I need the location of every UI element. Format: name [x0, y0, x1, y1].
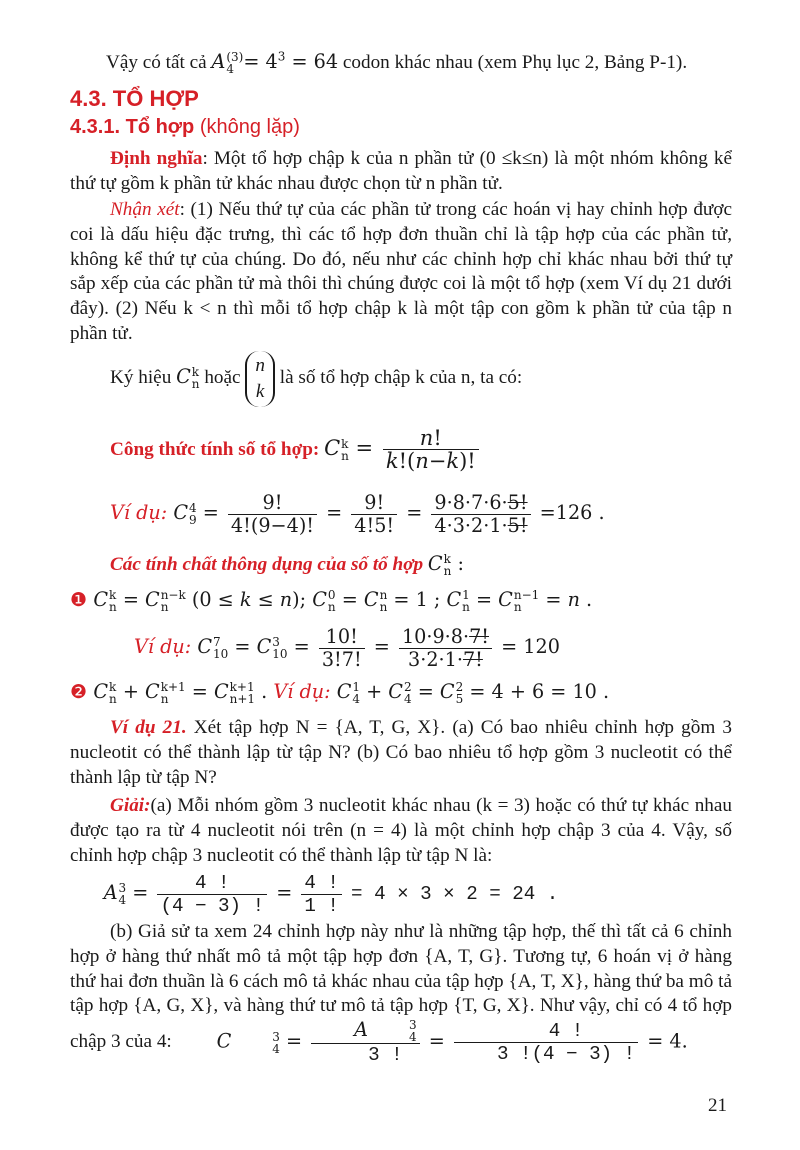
subsection-heading: 4.3.1. Tổ hợp (không lặp) [70, 116, 300, 138]
example-c107: Ví dụ: C 7 10 = C 3 10 = $\frac{10!}{3!7!}$ = $\frac{10\cdot 9\cdot 8\cdot 7!}{3\cdot 2\cdot 1\cdot 7!}$ = 120 [134, 624, 560, 671]
solution-paragraph: Giải:(a) Mỗi nhóm gồm 3 nucleotit khác nhau (k = 3) hoặc có thứ tự khác nhau được tạo ra từ 4 nucleotit nói trên (n = 4) là một chỉnh hợp chập 3 của 4. Vậy, số chỉnh hợp chập 3 nucleotit có thể thành lập từ tập N là: [70, 795, 732, 866]
property-1: ❶ C k n = C n−k n (0 ≤ k ≤ n); C 0 n = C n n = 1 ; C 1 n = C n−1 n = n . [70, 588, 593, 614]
bullet-2-icon: ❷ [70, 680, 88, 703]
permutation-expression: A (3) 4 = $4^3 = 64$ [211, 49, 339, 76]
arrangement-count: A 3 4 = $\frac{4 !}{(4 - 3) !}$ = $\frac{4 !}{1 !}$ = 4 × 3 × 2 = 24 . [103, 871, 559, 917]
notation-line: Ký hiệu C k n hoặc n k là số tổ hợp chập k của n, ta có: [70, 350, 732, 407]
combination-formula: Công thức tính số tổ hợp: C k n = $\frac{n!}{k!(n-k)!}$ [70, 418, 732, 480]
property-2: ❷ C k n + C k+1 n = C k+1 n+1 . Ví dụ: C 1 4 + C 2 4 = C 2 5 = 4 + 6 = 10 . [70, 680, 610, 706]
properties-heading: Các tính chất thông dụng của số tổ hợp C k n : [110, 552, 464, 578]
remark-paragraph: Nhận xét: (1) Nếu thứ tự của các phần tử trong các hoán vị hay chỉnh hợp được coi là dấu hiệu đặc trưng, thì các tổ hợp đơn thuần chỉ là tập hợp của các phần tử, không kể thứ tự của chúng. Do đó, nếu như các chỉnh hợp chỉ khác nhau bởi thứ tự sắp xếp của các phần tử mà thôi thì chúng được coi là một tổ hợp (xem Ví dụ 21 dưới đây). (2) Nếu k < n thì mỗi tổ hợp chập k là một tập con gồm k phần tử của tập n phần tử. [70, 199, 732, 344]
bullet-1-icon: ❶ [70, 588, 88, 611]
combination-count: C 3 4 = A 3 4 3 ! = $\frac{4 !}{3 !(4 - 3) !}$ = 4. [216, 1018, 688, 1067]
formula-expression: C k n = $\frac{n!}{k!(n-k)!}$ [324, 436, 482, 460]
part-b-paragraph: (b) Giả sử ta xem 24 chỉnh hợp này như là những tập hợp, thế thì tất cả 6 chỉnh hợp ở hàng thứ nhất mô tả một tập hợp đơn {A, T, G}. Tương tự, 6 hoán vị ở hàng thứ hai đơn thuần là 6 cách mô tả khác nhau của tập hợp {A, T, X}, hàng thứ ba mô tả tập hợp {A, G, X}, và hàng thứ tư mô tả tập hợp {T, G, X}. Như vậy, chỉ có 4 tổ hợp chập 3 của 4: C 3 4 = A 3 4 3 ! = $\frac{4 !}{3 !(4 - 3) !}$ = 4. [70, 921, 732, 1067]
section-heading: 4.3. TỔ HỢP [70, 86, 199, 111]
intro-line: Vậy có tất cả A (3) 4 = $4^3 = 64$ codon khác nhau (xem Phụ lục 2, Bảng P-1). [106, 49, 688, 76]
example-21-paragraph: Ví dụ 21. Xét tập hợp N = {A, T, G, X}. (a) Có bao nhiêu chỉnh hợp gồm 3 nucleotit có thể thành lập từ tập N? (b) Có bao nhiêu tổ hợp gồm 3 nucleotit có thể thành lập từ tập N? [70, 717, 732, 788]
combination-symbol: C k n [176, 365, 200, 391]
definition-paragraph: Định nghĩa: Một tổ hợp chập k của n phần tử (0 ≤k≤n) là một nhóm không kể thứ tự gồm k phần tử khác nhau được chọn từ n phần tử. [70, 148, 733, 194]
page-number: 21 [708, 1095, 727, 1116]
binomial-symbol: n k [245, 351, 275, 407]
example-c94: Ví dụ: C 4 9 = $\frac{9!}{4!(9-4)!}$ = $\frac{9!}{4!5!}$ = $\frac{9\cdot 8\cdot 7\cdot 6\cdot 5!}{4\cdot 3\cdot 2\cdot 1\cdot 5!}$ =126 . [110, 490, 605, 537]
